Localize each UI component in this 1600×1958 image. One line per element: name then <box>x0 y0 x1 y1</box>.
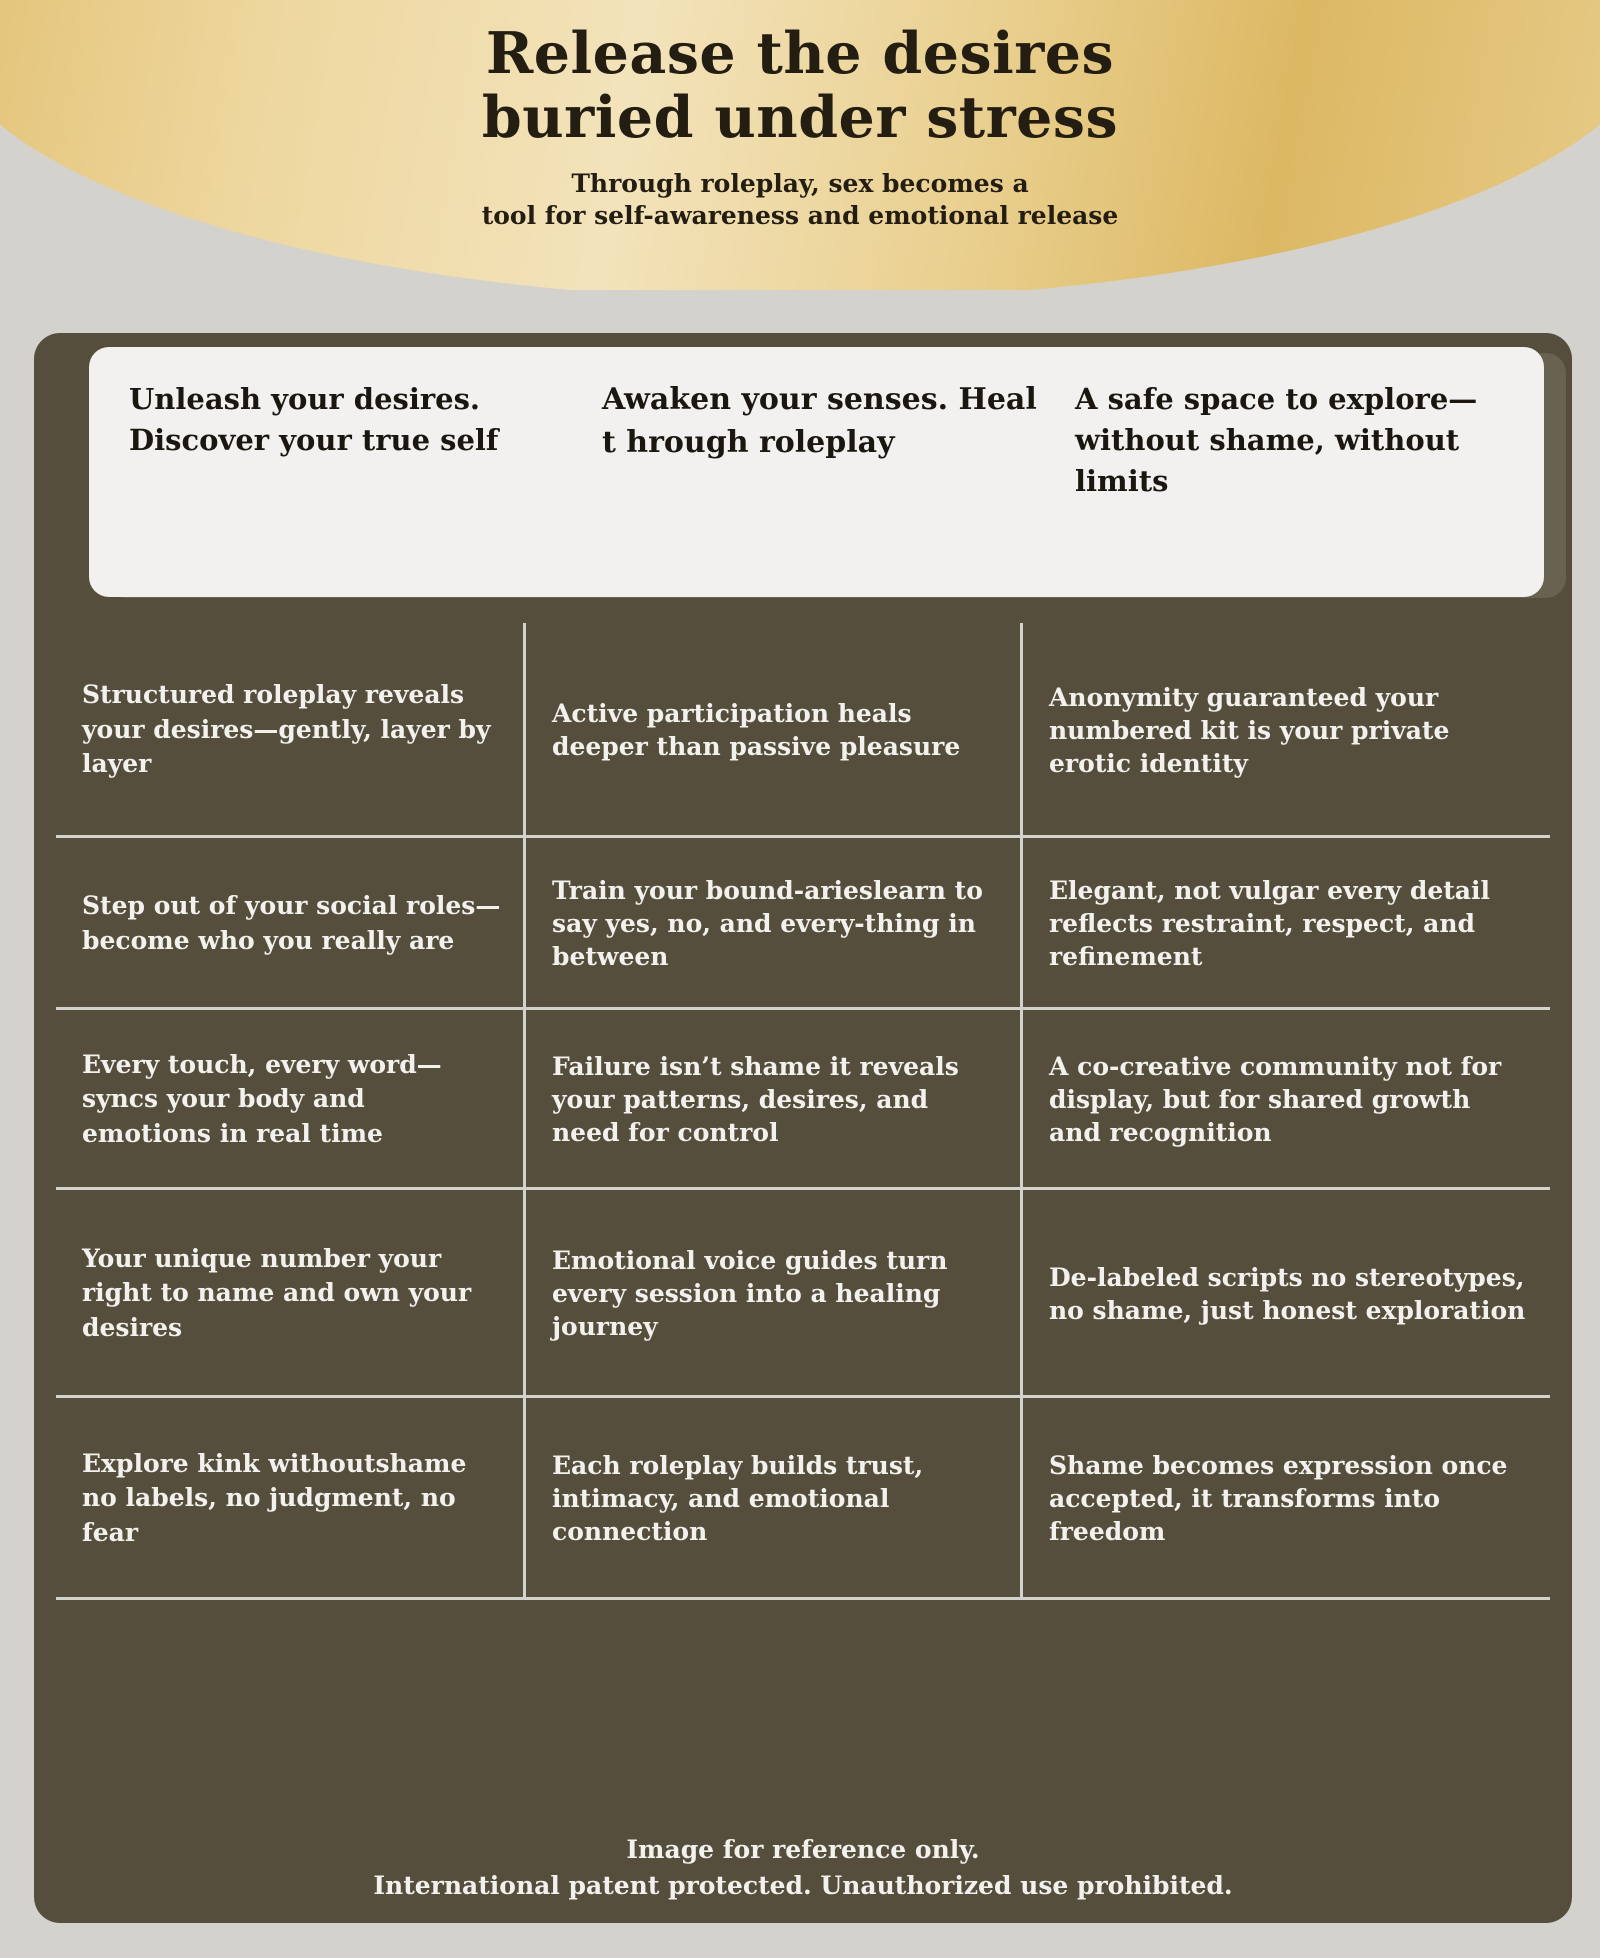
feature-cell <box>526 623 1023 838</box>
headline-card-item-1-label: Unleash your desires. Discover your true self <box>129 382 499 458</box>
feature-cell-label: Each roleplay builds trust, intimacy, and emotional connection <box>552 1451 924 1546</box>
feature-cell-label: Your unique number your right to name and own your desires <box>82 1243 472 1342</box>
feature-row <box>56 623 1550 838</box>
feature-cell <box>526 838 1023 1010</box>
feature-cell <box>1023 623 1550 838</box>
feature-cell-label: Structured roleplay reveals your desires—gently, layer by layer <box>82 680 491 779</box>
feature-grid <box>56 623 1550 1600</box>
feature-cell-label: De-labeled scripts no stereotypes, no shame, just honest exploration <box>1049 1262 1526 1325</box>
page-subtitle <box>0 168 1600 233</box>
headline-card-item-3 <box>1053 373 1526 577</box>
feature-cell <box>1023 1398 1550 1600</box>
feature-cell-label: Step out of your social roles—become who you really are <box>82 891 501 955</box>
footer-disclaimer <box>56 1832 1550 1903</box>
headline-card-item-1 <box>107 373 580 577</box>
page-subtitle-line-1: Through roleplay, sex becomes a <box>571 168 1029 198</box>
page-subtitle-line-2: tool for self-awareness and emotional release <box>481 201 1119 231</box>
feature-cell <box>56 838 526 1010</box>
feature-row <box>56 1398 1550 1600</box>
feature-cell <box>526 1398 1023 1600</box>
feature-cell-label: Active participation heals deeper than passive pleasure <box>552 699 961 761</box>
header-banner <box>0 0 1600 290</box>
feature-cell <box>56 1190 526 1398</box>
headline-card-item-2-label: Awaken your senses. Heal t hrough roleplay <box>602 382 1037 460</box>
feature-row <box>56 838 1550 1010</box>
feature-cell <box>526 1190 1023 1398</box>
feature-cell-label: Anonymity guaranteed your numbered kit is your private erotic identity <box>1049 682 1450 778</box>
headline-card-item-2 <box>580 373 1053 577</box>
header-content <box>0 0 1600 233</box>
feature-row <box>56 1190 1550 1398</box>
page-title-line-2: buried under stress <box>481 83 1119 151</box>
feature-cell-label: Failure isn’t shame it reveals your patterns, desires, and need for control <box>552 1052 959 1147</box>
main-panel <box>34 333 1572 1923</box>
feature-cell <box>1023 1190 1550 1398</box>
feature-cell-label: Train your bound-arieslearn to say yes, no, and every-thing in between <box>552 876 983 971</box>
feature-cell-label: Every touch, every word—syncs your body and emotions in real time <box>82 1049 442 1148</box>
feature-cell <box>56 1010 526 1190</box>
feature-cell <box>56 1398 526 1600</box>
page-title <box>0 22 1600 150</box>
footer-line-2: International patent protected. Unauthorized use prohibited. <box>373 1870 1233 1900</box>
headline-card <box>89 347 1544 597</box>
feature-cell-label: Emotional voice guides turn every session into a healing journey <box>552 1246 948 1341</box>
feature-cell <box>526 1010 1023 1190</box>
feature-cell <box>1023 838 1550 1010</box>
feature-row <box>56 1010 1550 1190</box>
page-title-line-1: Release the desires <box>485 20 1115 87</box>
feature-cell-label: Explore kink withoutshame no labels, no judgment, no fear <box>82 1448 467 1547</box>
feature-cell <box>56 623 526 838</box>
feature-cell-label: Shame becomes expression once accepted, it transforms into freedom <box>1049 1451 1508 1546</box>
footer-line-1: Image for reference only. <box>626 1835 980 1864</box>
headline-card-item-3-label: A safe space to explore—without shame, without limits <box>1075 382 1478 499</box>
feature-cell-label: Elegant, not vulgar every detail reflects restraint, respect, and refinement <box>1049 876 1490 971</box>
feature-cell <box>1023 1010 1550 1190</box>
feature-cell-label: A co-creative community not for display, but for shared growth and recognition <box>1049 1052 1502 1147</box>
